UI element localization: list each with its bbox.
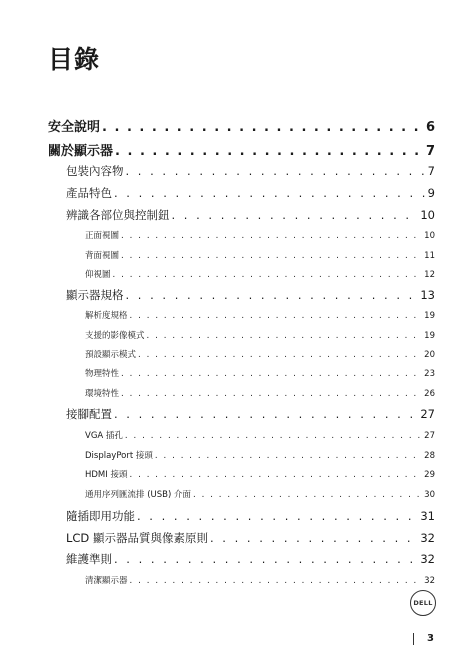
toc-entry-label: 背面視圖 xyxy=(85,251,120,261)
toc-entry-page: 27 xyxy=(424,431,435,441)
toc-entry[interactable] xyxy=(48,140,435,159)
dell-logo-text: DELL xyxy=(413,599,433,607)
toc-entry-page: 20 xyxy=(424,350,435,360)
toc-entry[interactable] xyxy=(85,449,435,461)
toc-entry-page: 26 xyxy=(424,389,435,399)
toc-leader-dots xyxy=(121,389,422,399)
toc-leader-dots xyxy=(125,431,422,441)
toc-leader-dots xyxy=(115,144,424,159)
toc-entry-label: 辨識各部位與控制鈕 xyxy=(66,208,170,222)
toc-entry-page: 29 xyxy=(424,470,435,480)
toc-entry-label: 正面視圖 xyxy=(85,231,120,241)
toc-entry[interactable] xyxy=(85,574,435,586)
toc-leader-dots xyxy=(114,186,426,200)
toc-leader-dots xyxy=(126,288,419,302)
toc-entry-page: 10 xyxy=(424,231,435,241)
toc-entry[interactable] xyxy=(85,329,435,341)
toc-entry[interactable] xyxy=(66,406,435,422)
toc-leader-dots xyxy=(130,311,423,321)
toc-entry-label: VGA 插孔 xyxy=(85,431,123,441)
toc-leader-dots xyxy=(126,164,426,178)
toc-entry-label: HDMI 接頭 xyxy=(85,470,128,480)
toc-entry-label: 關於顯示器 xyxy=(48,144,114,159)
toc-entry-label: 包裝內容物 xyxy=(66,164,124,178)
toc-entry-label: 接腳配置 xyxy=(66,407,112,421)
toc-entry[interactable] xyxy=(85,249,435,261)
toc-entry-page: 27 xyxy=(420,407,435,421)
toc-leader-dots xyxy=(121,251,422,261)
toc-entry-label: 環境特性 xyxy=(85,389,120,399)
toc-entry-label: 預設顯示模式 xyxy=(85,350,137,360)
dell-logo xyxy=(410,590,436,616)
toc-entry[interactable] xyxy=(85,367,435,379)
toc-leader-dots xyxy=(114,552,418,566)
toc-leader-dots xyxy=(138,350,422,360)
toc-leader-dots xyxy=(210,531,418,545)
toc-entry-label: 隨插即用功能 xyxy=(66,509,135,523)
toc-entry-label: 仰視圖 xyxy=(85,270,111,280)
toc-entry-page: 32 xyxy=(424,576,435,586)
toc-entry-page: 13 xyxy=(420,288,435,302)
toc-entry-page: 12 xyxy=(424,270,435,280)
toc-leader-dots xyxy=(113,270,423,280)
toc-entry-page: 31 xyxy=(420,509,435,523)
toc-entry[interactable] xyxy=(85,468,435,480)
toc-entry-label: 通用序列匯流排 (USB) 介面 xyxy=(85,490,191,500)
toc-entry-label: LCD 顯示器品質與像素原則 xyxy=(66,531,208,545)
toc-entry-label: 支援的影像模式 xyxy=(85,331,145,341)
toc-entry[interactable] xyxy=(66,163,435,179)
toc-entry[interactable] xyxy=(66,530,435,546)
toc-entry[interactable] xyxy=(85,429,435,441)
toc-entry[interactable] xyxy=(85,488,435,500)
toc-leader-dots xyxy=(102,120,424,135)
toc-entry-page: 19 xyxy=(424,331,435,341)
toc-entry-page: 19 xyxy=(424,311,435,321)
toc-leader-dots xyxy=(121,369,422,379)
page-title: 目錄 xyxy=(48,45,101,74)
toc-entry-page: 7 xyxy=(425,144,435,159)
toc-entry-label: 物理特性 xyxy=(85,369,120,379)
toc-entry[interactable] xyxy=(48,116,435,135)
toc-entry-page: 7 xyxy=(427,164,435,178)
toc-leader-dots xyxy=(129,470,422,480)
toc-entry-page: 10 xyxy=(420,208,435,222)
toc-entry-label: 解析度規格 xyxy=(85,311,128,321)
toc-entry[interactable] xyxy=(66,185,435,201)
toc-entry-page: 32 xyxy=(420,552,435,566)
toc-entry-label: 清潔顯示器 xyxy=(85,576,128,586)
toc-leader-dots xyxy=(193,490,422,500)
toc-leader-dots xyxy=(137,509,418,523)
footer-page-number: 3 xyxy=(427,633,434,644)
toc-entry[interactable] xyxy=(85,229,435,241)
toc-entry-label: 安全說明 xyxy=(48,120,101,135)
toc-leader-dots xyxy=(172,208,419,222)
toc-entry[interactable] xyxy=(85,348,435,360)
toc-entry-label: 維護準則 xyxy=(66,552,112,566)
toc-entry[interactable] xyxy=(66,551,435,567)
toc-entry[interactable] xyxy=(66,287,435,303)
toc-entry-label: DisplayPort 接頭 xyxy=(85,451,153,461)
toc-entry-page: 30 xyxy=(424,490,435,500)
toc-leader-dots xyxy=(114,407,418,421)
toc-entry-label: 顯示器規格 xyxy=(66,288,124,302)
footer-divider xyxy=(413,633,414,645)
toc-entry[interactable] xyxy=(85,268,435,280)
toc-leader-dots xyxy=(130,576,423,586)
toc-entry-page: 9 xyxy=(427,186,435,200)
toc-entry-label: 產品特色 xyxy=(66,186,112,200)
toc-entry-page: 11 xyxy=(424,251,435,261)
toc-leader-dots xyxy=(147,331,423,341)
toc-entry-page: 6 xyxy=(425,120,435,135)
toc-entry[interactable] xyxy=(66,508,435,524)
toc-entry-page: 32 xyxy=(420,531,435,545)
toc-entry[interactable] xyxy=(85,309,435,321)
toc-entry[interactable] xyxy=(66,207,435,223)
toc-entry-page: 28 xyxy=(424,451,435,461)
toc-entry[interactable] xyxy=(85,387,435,399)
toc-leader-dots xyxy=(121,231,422,241)
toc-leader-dots xyxy=(155,451,422,461)
toc-entry-page: 23 xyxy=(424,369,435,379)
